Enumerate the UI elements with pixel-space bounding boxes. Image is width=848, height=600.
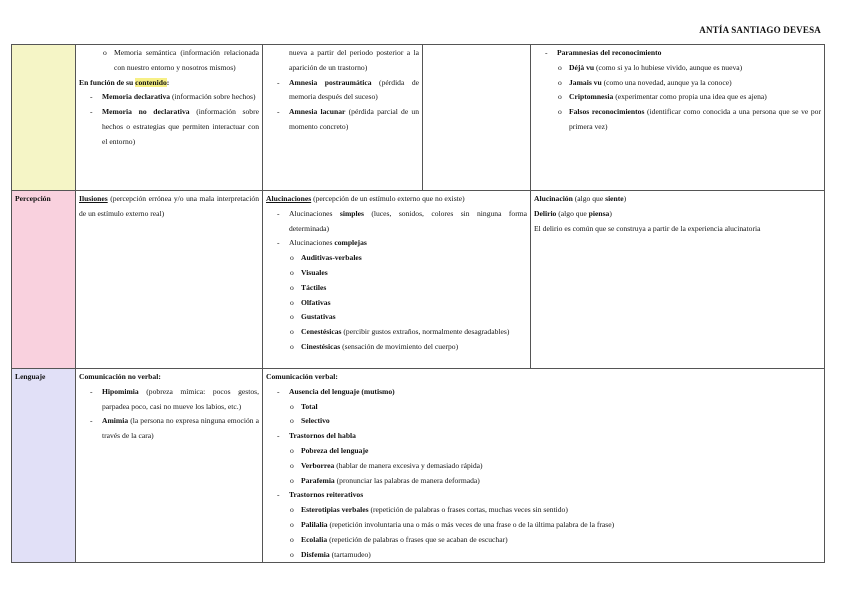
table-row-memoria: [12, 45, 825, 191]
list-item: Alucinación (algo que siente): [534, 194, 627, 203]
section-heading: En función de su contenido:: [79, 77, 170, 87]
empty-cell: [423, 45, 531, 191]
list-item: El delirio es común que se construya a partir de la experiencia alucinatoria: [534, 223, 761, 233]
list-item: o Táctiles: [290, 282, 327, 292]
list-item: - Alucinaciones simples (luces, sonidos, colores sin ninguna forma determinada): [277, 208, 528, 233]
list-item: - Hipomimia (pobreza mímica: pocos gestos, parpadea poco, casi no mueve los labios, etc.): [90, 386, 259, 411]
list-item: o Parafemia (pronunciar las palabras de manera deformada): [290, 475, 480, 485]
list-item: o Cinestésicas (sensación de movimiento del cuerpo): [290, 341, 459, 351]
list-item: - Paramnesias del reconocimiento: [545, 48, 662, 57]
list-item: Delirio (algo que piensa): [534, 208, 612, 218]
list-item: - Trastornos del habla: [277, 431, 356, 441]
author-name: ANTÍA SANTIAGO DEVESA: [699, 25, 821, 35]
list-item: nueva a partir del periodo posterior a la aparición de un trastorno): [289, 48, 419, 72]
list-item: o Disfemia (tartamudeo): [290, 549, 371, 559]
list-item: o Pobreza del lenguaje: [290, 445, 369, 455]
list-item: - Amnesia postraumática (pérdida de memoria después del suceso): [277, 77, 419, 102]
list-item: o Falsos reconocimientos (identificar como conocida a una persona que se ve por primera vez): [558, 107, 821, 131]
list-item: Alucinaciones (percepción de un estímulo externo que no existe): [266, 194, 465, 203]
comunicacion-no-verbal-cell: [76, 369, 263, 563]
section-heading: Comunicación no verbal:: [79, 372, 161, 381]
list-item: - Trastornos reiterativos: [277, 490, 364, 500]
list-item: o Jamais vu (como una novedad, aunque ya la conoce): [558, 77, 732, 87]
list-item: - Amimia (la persona no expresa ninguna emoción a través de la cara): [90, 416, 260, 441]
table-row-percepcion: [12, 191, 825, 369]
list-item: - Ausencia del lenguaje (mutismo): [277, 386, 395, 396]
list-item: o Olfativas: [290, 297, 331, 307]
list-item: o Memoria semántica (información relacionada con nuestro entorno y nosotros mismos): [103, 48, 259, 72]
row-label-percepcion: Percepción: [12, 191, 76, 369]
list-item: o Ecolalia (repetición de palabras o frases que se acaban de escuchar): [290, 534, 508, 544]
list-item: - Memoria declarativa (información sobre hechos): [90, 92, 256, 102]
table-row-lenguaje: [12, 369, 825, 563]
section-heading: Comunicación verbal:: [266, 372, 338, 381]
ilusiones-cell: [76, 191, 263, 369]
list-item: o Palilalia (repetición involuntaria una o más o más veces de una frase o de la última palabra de la frase): [290, 519, 615, 529]
list-item: o Visuales: [290, 267, 328, 277]
list-item: Ilusiones (percepción errónea y/o una mala interpretación de un estímulo externo real): [79, 194, 259, 218]
memoria-tipos-cell: [76, 45, 263, 191]
list-item: o Total: [290, 401, 318, 411]
amnesias-cell: [263, 45, 423, 191]
alucinaciones-cell: [263, 191, 531, 369]
list-item: o Verborrea (hablar de manera excesiva y demasiado rápida): [290, 460, 483, 470]
list-item: - Amnesia lacunar (pérdida parcial de un momento concreto): [277, 107, 420, 131]
list-item: - Memoria no declarativa (información sobre hechos o estrategias que permiten interactuar con el entorno): [90, 107, 259, 146]
list-item: o Auditivas-verbales: [290, 253, 362, 263]
summary-table: [11, 44, 825, 563]
paramnesias-cell: [531, 45, 825, 191]
list-item: o Gustativas: [290, 312, 336, 322]
list-item: o Déjà vu (como si ya lo hubiese vivido, aunque es nueva): [558, 62, 743, 72]
list-item: - Alucinaciones complejas: [277, 238, 367, 248]
alucinacion-delirio-cell: [531, 191, 825, 369]
row-label-cell: [12, 45, 76, 191]
list-item: o Criptomnesia (experimentar como propia una idea que es ajena): [558, 92, 767, 102]
list-item: o Esterotipias verbales (repetición de palabras o frases cortas, muchas veces sin sentido): [290, 505, 568, 515]
list-item: o Cenestésicas (percibir gustos extraños, normalmente desagradables): [290, 327, 510, 337]
row-label-lenguaje: Lenguaje: [12, 369, 76, 563]
comunicacion-verbal-cell: [263, 369, 825, 563]
list-item: o Selectivo: [290, 416, 330, 426]
